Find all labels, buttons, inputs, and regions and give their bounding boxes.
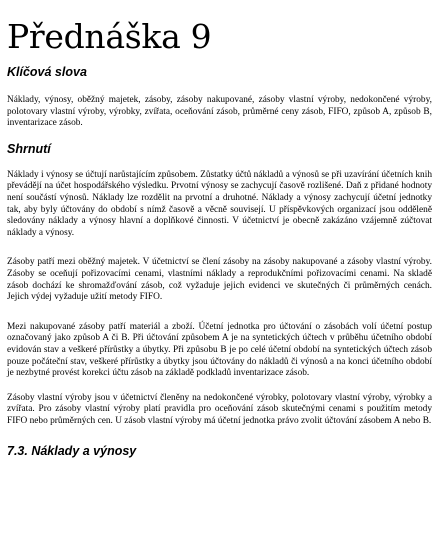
- summary-heading: Shrnutí: [7, 141, 51, 156]
- summary-paragraph-costs-revenues: Náklady i výnosy se účtují narůstajícím způsobem. Zůstatky účtů nákladů a výnosů se při uzavírání účetních knih převádějí na účet hospodářského výsledku. Prvotní výnosy se zachycují časově rozlišené. Daň z přidané hodnoty není součástí výnosů. Náklady lze rozdělit na prvotní a druhotné. Náklady a výnosy zachycují účetní jednotky tak, aby byly účtovány do období s nímž časově a věcně souvisejí. U příspěvkových organizací jsou odděleně sledovány náklady a výnosy hlavní a doplňkové činnosti. V účetnictví je obecně zakázáno vzájemně zúčtovat náklady a výnosy.: [7, 169, 432, 238]
- section-heading: 7.3. Náklady a výnosy: [7, 444, 137, 459]
- page-title: Přednáška 9: [7, 17, 212, 56]
- summary-paragraph-inventory: Zásoby patří mezi oběžný majetek. V účetnictví se člení zásoby na zásoby nakupované a zásoby vlastní výroby. Zásoby se oceňují pořizovacími cenami, vlastními náklady a reprodukčními pořizovacími cenami. Na skladě zásob dochází ke shromažďování zásob, což vyžaduje jejich evidenci ve skutečných či průměrných cenách. Jejich výdej vyžaduje užití metody FIFO.: [7, 257, 432, 303]
- keywords-paragraph: Náklady, výnosy, oběžný majetek, zásoby, zásoby nakupované, zásoby vlastní výroby, nedokončené výroby, polotovary vlastní výroby, výrobky, zvířata, oceňování zásob, průměrné ceny zásob, FIFO, způsob A, způsob B, inventarizace zásob.: [7, 95, 432, 129]
- keywords-heading: Klíčová slova: [7, 65, 87, 79]
- document-page: [7, 0, 432, 459]
- summary-paragraph-purchased-inventory: Mezi nakupované zásoby patří materiál a zboží. Účetní jednotka pro účtování o zásobách volí účetní postup označovaný jako způsob A či B. Při účtování způsobem A je na syntetických účtech v průběhu účetního období evidován stav a veškeré přírůstky a úbytky. Při způsobu B je po celé účetní období na syntetických účtech zásob pouze počáteční stav, veškeré přírůstky a úbytky jsou účtovány do nákladů či výnosů a na konci účetního období je nezbytné provést korekci účtu zásob na základě podkladů inventarizace zásob.: [7, 321, 432, 379]
- summary-paragraph-own-production: Zásoby vlastní výroby jsou v účetnictví členěny na nedokončené výrobky, polotovary vlastní výroby, výrobky a zvířata. Pro zásoby vlastní výroby platí pravidla pro oceňování zásob skutečnými cenami s použitím metody FIFO nebo průměrných cen. U zásob vlastní výroby má účetní jednotka právo zvolit účtování zásobem A nebo B.: [7, 392, 432, 426]
